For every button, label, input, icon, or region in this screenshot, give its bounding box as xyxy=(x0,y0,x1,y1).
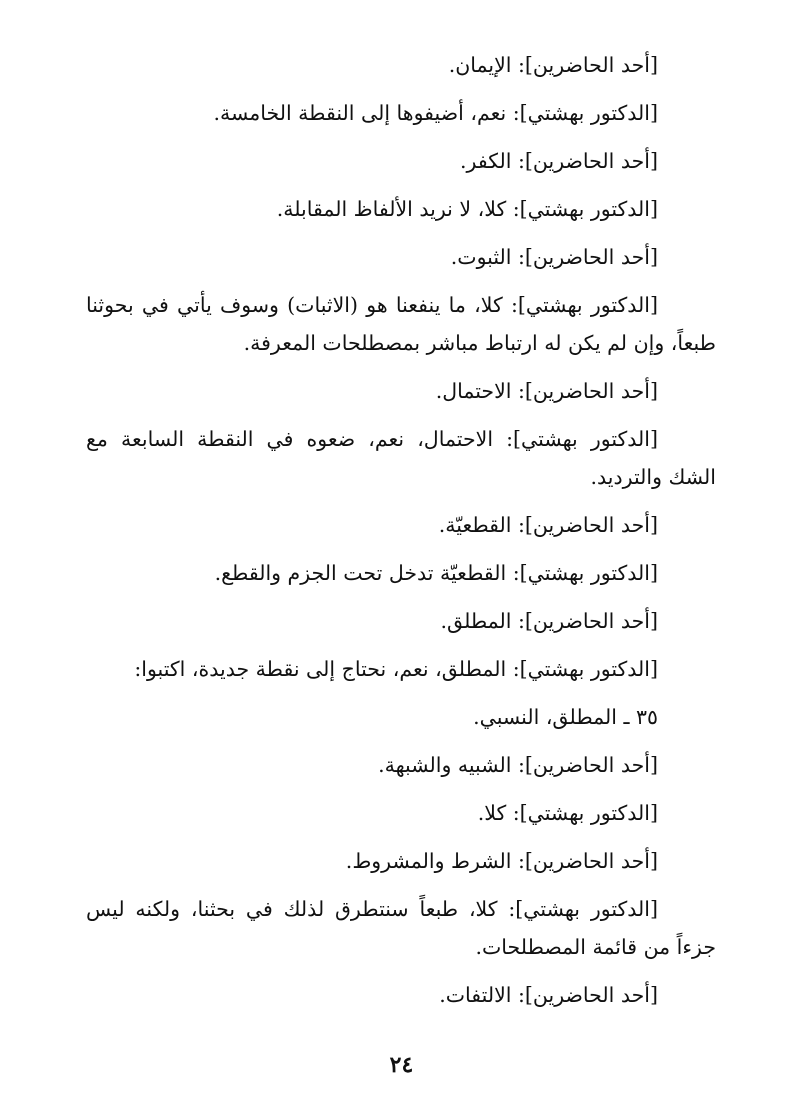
paragraph-11: [أحد الحاضرين]: المطلق. xyxy=(440,609,658,633)
paragraph-16: [أحد الحاضرين]: الشرط والمشروط. xyxy=(345,849,658,873)
paragraph-9: [أحد الحاضرين]: القطعيّة. xyxy=(438,513,658,537)
dialogue-text xyxy=(86,46,716,1014)
paragraph-17: [الدكتور بهشتي]: كلا، طبعاً سنتطرق لذلك في بحثنا، ولكنه ليس جزءاً من قائمة المصطلحات. xyxy=(86,897,716,959)
paragraph-8: [الدكتور بهشتي]: الاحتمال، نعم، ضعوه في النقطة السابعة مع الشك والترديد. xyxy=(86,427,716,489)
paragraph-14: [أحد الحاضرين]: الشبيه والشبهة. xyxy=(378,753,658,777)
paragraph-3: [أحد الحاضرين]: الكفر. xyxy=(460,149,658,173)
paragraph-1: [أحد الحاضرين]: الإيمان. xyxy=(448,53,658,77)
paragraph-6: [الدكتور بهشتي]: كلا، ما ينفعنا هو (الاثبات) وسوف يأتي في بحوثنا طبعاً، وإن لم يكن له ارتباط مباشر بمصطلحات المعرفة. xyxy=(86,293,716,355)
paragraph-4: [الدكتور بهشتي]: كلا، لا نريد الألفاظ المقابلة. xyxy=(276,197,658,221)
paragraph-15: [الدكتور بهشتي]: كلا. xyxy=(477,801,658,825)
paragraph-12: [الدكتور بهشتي]: المطلق، نعم، نحتاج إلى نقطة جديدة، اكتبوا: xyxy=(134,657,658,681)
paragraph-18: [أحد الحاضرين]: الالتفات. xyxy=(439,983,658,1007)
paragraph-7: [أحد الحاضرين]: الاحتمال. xyxy=(435,379,658,403)
page-number: ٢٤ xyxy=(389,1052,414,1078)
paragraph-2: [الدكتور بهشتي]: نعم، أضيفوها إلى النقطة الخامسة. xyxy=(213,101,658,125)
paragraph-5: [أحد الحاضرين]: الثبوت. xyxy=(450,245,658,269)
paragraph-13: ٣٥ ـ المطلق، النسبي. xyxy=(473,705,658,729)
paragraph-10: [الدكتور بهشتي]: القطعيّة تدخل تحت الجزم والقطع. xyxy=(214,561,658,585)
